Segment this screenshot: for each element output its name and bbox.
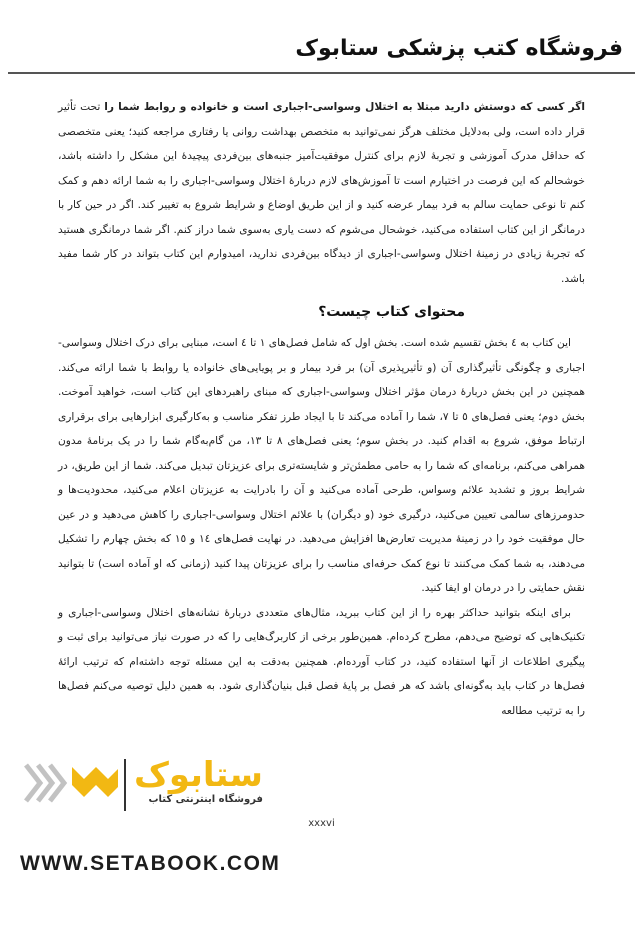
watermark [22, 757, 272, 831]
store-title: فروشگاه کتب پزشکی ستابوک [295, 36, 623, 61]
header-divider [8, 72, 635, 74]
section-paragraph-1: این کتاب به ٤ بخش تقسیم شده است. بخش اول که شامل فصل‌های ١ تا ٤ است، مبنایی برای درک اختلال وسواسی-اجباری و چگونگی تأثیرگذاری آن (و تأثیرپذیری آن) بر فرد بیمار و بر پویایی‌های خانواده یا روابط با شما ارائه می‌کند. همچنین در این بخش دربارهٔ درمان مؤثر اختلال وسواسی-اجباری که مبنای راهبردهای این کتاب است، خواهید آموخت. بخش دوم؛ یعنی فصل‌های ٥ تا ٧، شما را آماده می‌کند تا با ایجاد طرز تفکر مناسب و به‌کارگیری ابزارهایی برای برقراری ارتباط موفق، شروع به اقدام کنید. در بخش سوم؛ یعنی فصل‌های ٨ تا ١٣، من گام‌به‌گام شما را در یک برنامهٔ مدون همراهی می‌کنم، برنامه‌ای که شما را به حامی مطمئن‌تر و شایسته‌تری برای عزیزتان تبدیل می‌کند. شما از این طریق، در شرایط بروز و تشدید علائم وسواس، طرحی آماده می‌کنید و آن را بادرایت به عزیزتان اعلام می‌کنید، محدودیت‌ها و حدومرزهای سالمی تعیین می‌کنید، درگیری خود (و دیگران) با علائم اختلال وسواسی-اجباری را کاهش می‌دهید و در عین حال موفقیت خود را در زمینهٔ مدیریت تعارض‌ها افزایش می‌دهید. در نهایت فصل‌های ١٤ و ١٥ که بخش چهارم را تشکیل می‌دهند، به شما کمک می‌کنند تا نوع کمک حرفه‌ای مناسب را برای عزیزتان پیدا کنید (زمانی که او آماده است) تا بتوانید نقش حمایتی را در درمان او ایفا کنید. [58, 337, 585, 594]
intro-paragraph [58, 95, 585, 291]
page-number: xxxvi [308, 818, 335, 829]
watermark-separator [124, 759, 126, 811]
section-heading: محتوای کتاب چیست؟ [318, 304, 465, 320]
intro-lead-bold: اگر کسی که دوستش دارید مبتلا به اختلال وسواسی-اجباری است و خانواده و روابط شما را [104, 101, 585, 113]
section-paragraph-2: برای اینکه بتوانید حداکثر بهره را از این کتاب ببرید، مثال‌های متعددی دربارهٔ نشانه‌های اختلال وسواسی-اجباری و تکنیک‌هایی که توضیح می‌دهم، مطرح کرده‌ام. همین‌طور برخی از کاربرگ‌هایی را که در صورت نیاز می‌توانید برای ثبت و پیگیری اطلاعات از آنها استفاده کنید، در کتاب آورده‌ام. همچنین به‌دقت به این مسئله توجه داشته‌ام که ترتیب ارائهٔ فصل‌ها در کتاب باید به‌گونه‌ای باشد که هر فصل بر پایهٔ فصل قبل بنیان‌گذاری شود. به همین دلیل توصیه می‌کنم فصل‌ها را به ترتیب مطالعه [58, 606, 585, 717]
watermark-brand: ستابوک [134, 755, 263, 795]
watermark-tagline: فروشگاه اینترنتی کتاب [148, 794, 263, 805]
page-body [58, 95, 585, 723]
setabook-logo-icon [22, 757, 120, 809]
watermark-text [134, 757, 263, 807]
intro-text: تحت تأثیر قرار داده است، ولی به‌دلایل مختلف هرگز نمی‌توانید به متخصص بهداشت روانی یا رفتاری مراجعه کنید؛ یعنی متخصصی که حداقل مدرک آموزشی و تجربهٔ لازم برای کنترل موفقیت‌آمیز جنبه‌های بین‌فردی پیچیدهٔ این مشکل را داشته باشد، خوشحالم که این فرصت در اختیارم است تا آموزش‌های لازم دربارهٔ اختلال وسواسی-اجباری را به شما ارائه دهم و کمک کنم تا نوعی حمایت سالم به فرد بیمار عرضه کنید و از این طریق اوضاع و شرایط شروع به تغییر کند. اگر در حین کار با درمانگر از این کتاب استفاده می‌کنید، خوشحال می‌شوم که دست یاری به‌سوی شما دراز کنم. اگر شما درمانگری هستید که تجربهٔ زیادی در زمینهٔ اختلال وسواسی-اجباری از دیدگاه بین‌فردی ندارید، امیدوارم این کتاب بتواند در کار شما مفید باشد. [58, 101, 585, 285]
website-url[interactable]: WWW.SETABOOK.COM [20, 852, 281, 875]
